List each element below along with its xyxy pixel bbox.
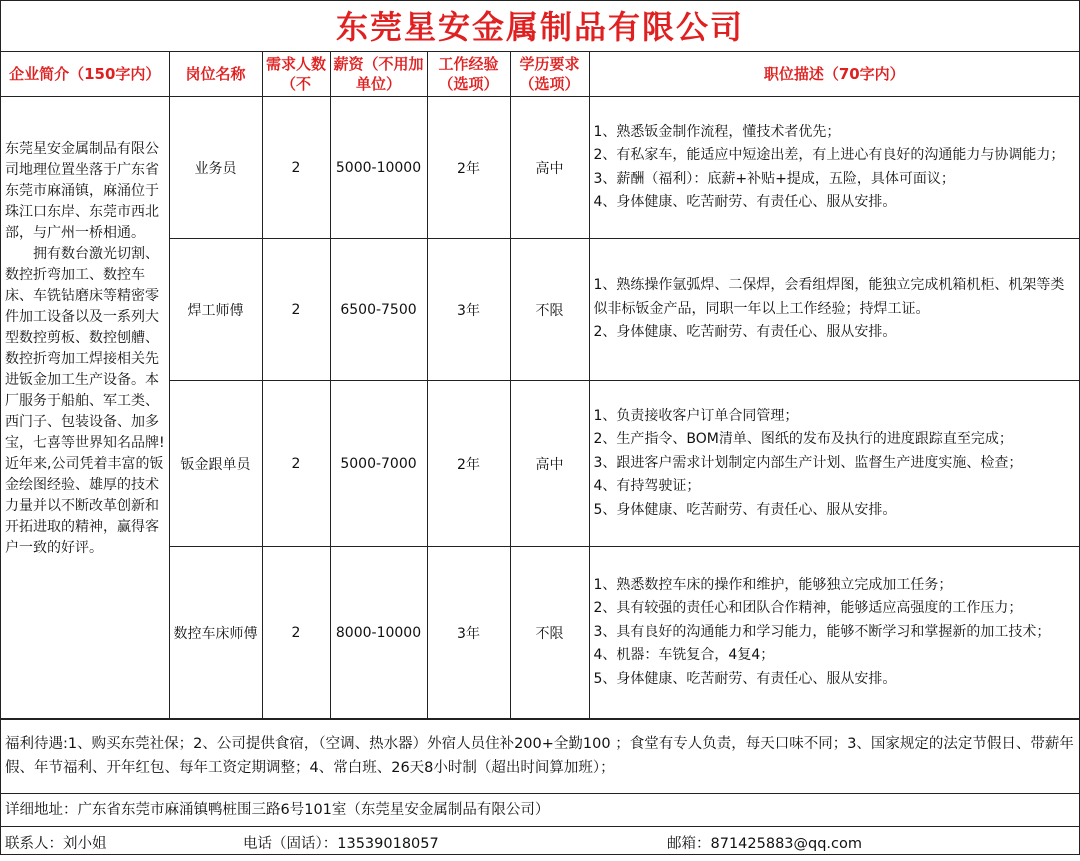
desc-line: 5、身体健康、吃苦耐劳、有责任心、服从安排。 [593,670,897,687]
contact-email: 邮箱：871425883@qq.com [667,836,863,852]
job-salary: 5000-10000 [330,97,427,239]
job-table [1,52,1079,719]
job-education: 不限 [510,547,589,719]
desc-line: 1、熟悉数控车床的操作和维护，能够独立完成加工任务； [593,576,953,593]
job-salary: 8000-10000 [330,547,427,719]
job-description [589,239,1079,381]
job-experience: 2年 [427,381,510,547]
intro-paragraph: 拥有数台激光切割、数控折弯加工、数控车床、车铣钻磨床等精密零件加工设备以及一系列大型数控剪板、数控刨艚、数控折弯加工焊接相关先进钣金加工生产设备。本厂服务于船舶、军工类、西门子、包装设备、加多宝，七喜等世界知名品牌!近年来,公司凭着丰富的钣金绘图经验、雄厚的技术力量并以不断改革创新和开拓进取的精神，赢得客户一致的好评。 [5,246,165,556]
intro-paragraph: 东莞星安金属制品有限公司地理位置坐落于广东省东莞市麻涌镇，麻涌位于珠江口东岸、东莞市西北部，与广州一桥相通。 [5,141,159,241]
desc-line: 4、身体健康、吃苦耐劳、有责任心、服从安排。 [593,194,897,210]
job-education: 高中 [510,97,589,239]
contact-phone: 电话（固话）：13539018057 [243,836,439,852]
job-salary: 6500-7500 [330,239,427,381]
contact-person: 联系人：刘小姐 [5,836,107,852]
job-experience: 3年 [427,239,510,381]
header-experience: 工作经验（选项） [427,52,510,97]
header-intro: 企业简介（150字内） [1,52,169,97]
header-position: 岗位名称 [169,52,262,97]
desc-line: 4、有持驾驶证； [593,478,701,495]
desc-line: 3、薪酬（福利）：底薪+补贴+提成，五险，具体可面议； [593,170,955,187]
header-count: 需求人数（不 [262,52,330,97]
desc-line: 5、身体健康、吃苦耐劳、有责任心、服从安排。 [593,501,897,518]
job-description [589,381,1079,547]
job-row [1,97,1079,239]
job-salary: 5000-7000 [330,381,427,547]
job-position: 焊工师傅 [169,239,262,381]
job-position: 业务员 [169,97,262,239]
desc-line: 4、机器：车铣复合，4复4； [593,647,775,664]
header-education: 学历要求（选项） [510,52,589,97]
job-experience: 2年 [427,97,510,239]
desc-line: 2、生产指令、BOM清单、图纸的发布及执行的进度跟踪直至完成； [593,431,1013,448]
job-position: 数控车床师傅 [169,547,262,719]
job-count: 2 [262,97,330,239]
contact-row [1,826,1079,861]
desc-line: 3、跟进客户需求计划制定内部生产计划、监督生产进度实施、检查； [593,454,1023,471]
job-education: 不限 [510,239,589,381]
desc-line: 1、负责接收客户订单合同管理； [593,407,799,424]
company-title: 东莞星安金属制品有限公司 [1,1,1079,52]
company-intro [1,97,169,719]
desc-line: 1、熟悉钣金制作流程，懂技术者优先； [593,123,841,140]
header-row [1,52,1079,97]
job-experience: 3年 [427,547,510,719]
desc-line: 1、熟练操作氩弧焊、二保焊，会看组焊图，能独立完成机箱机柜、机架等类似非标钣金产品，同职一年以上工作经验；持焊工证。 [593,277,1065,317]
job-description [589,97,1079,239]
address: 详细地址：广东省东莞市麻涌镇鸭桩围三路6号101室（东莞星安金属制品有限公司） [1,793,1079,826]
job-count: 2 [262,381,330,547]
header-description: 职位描述（70字内） [589,52,1079,97]
desc-line: 2、有私家车，能适应中短途出差，有上进心有良好的沟通能力与协调能力； [593,147,1065,163]
job-count: 2 [262,547,330,719]
header-salary: 薪资（不用加单位） [330,52,427,97]
desc-line: 2、身体健康、吃苦耐劳、有责任心、服从安排。 [593,324,897,341]
job-education: 高中 [510,381,589,547]
benefits: 福利待遇:1、购买东莞社保；2、公司提供食宿，（空调、热水器）外宿人员住补200+全勤100 ；食堂有专人负责，每天口味不同；3、国家规定的法定节假日、带薪年假、年节福利、开年红包、每年工资定期调整；4、常白班、26天8小时制（超出时间算加班）； [1,719,1079,793]
desc-line: 3、具有良好的沟通能力和学习能力，能够不断学习和掌握新的加工技术； [593,623,1051,640]
job-position: 钣金跟单员 [169,381,262,547]
job-description [589,547,1079,719]
job-count: 2 [262,239,330,381]
desc-line: 2、具有较强的责任心和团队合作精神，能够适应高强度的工作压力； [593,600,1023,617]
